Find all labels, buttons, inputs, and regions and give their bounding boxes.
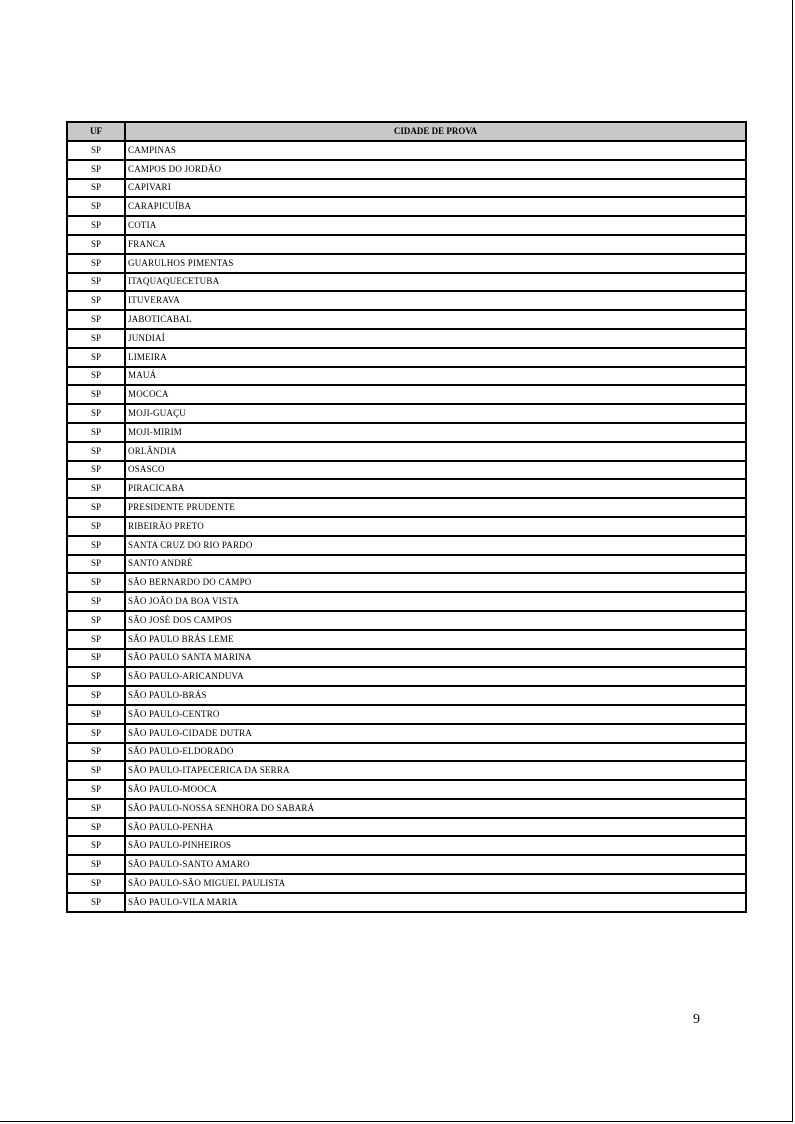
cell-uf: SP — [67, 273, 125, 292]
table-row — [67, 874, 746, 893]
cell-uf: SP — [67, 254, 125, 273]
cell-city: SANTA CRUZ DO RIO PARDO — [125, 536, 746, 555]
table-row — [67, 498, 746, 517]
cell-city: CAMPOS DO JORDÃO — [125, 160, 746, 179]
table-row — [67, 179, 746, 198]
cell-uf: SP — [67, 461, 125, 480]
cell-uf: SP — [67, 479, 125, 498]
cell-uf: SP — [67, 555, 125, 574]
table-row — [67, 160, 746, 179]
cell-uf: SP — [67, 348, 125, 367]
table-row — [67, 216, 746, 235]
table-row — [67, 310, 746, 329]
cell-uf: SP — [67, 291, 125, 310]
cell-uf: SP — [67, 630, 125, 649]
table-row — [67, 667, 746, 686]
cell-city: CAMPINAS — [125, 141, 746, 160]
table-row — [67, 385, 746, 404]
cell-city: MOCOCA — [125, 385, 746, 404]
table-header-row — [67, 122, 746, 141]
cell-uf: SP — [67, 573, 125, 592]
cell-city: SÃO PAULO-ELDORADO — [125, 743, 746, 762]
table-row — [67, 367, 746, 386]
table-row — [67, 855, 746, 874]
exam-cities-table — [66, 121, 747, 913]
table-row — [67, 649, 746, 668]
cell-city: SÃO PAULO-ARICANDUVA — [125, 667, 746, 686]
cell-uf: SP — [67, 141, 125, 160]
cell-city: SÃO PAULO-CENTRO — [125, 705, 746, 724]
table-row — [67, 442, 746, 461]
cell-uf: SP — [67, 649, 125, 668]
cell-city: JUNDIAÍ — [125, 329, 746, 348]
table-row — [67, 743, 746, 762]
cell-uf: SP — [67, 310, 125, 329]
cell-city: SÃO PAULO BRÁS LEME — [125, 630, 746, 649]
cell-uf: SP — [67, 686, 125, 705]
cell-uf: SP — [67, 893, 125, 912]
table-row — [67, 836, 746, 855]
cell-city: FRANCA — [125, 235, 746, 254]
table-row — [67, 761, 746, 780]
table-row — [67, 235, 746, 254]
cell-city: SÃO PAULO SANTA MARINA — [125, 649, 746, 668]
cell-uf: SP — [67, 818, 125, 837]
cell-uf: SP — [67, 235, 125, 254]
cell-city: SÃO PAULO-SÃO MIGUEL PAULISTA — [125, 874, 746, 893]
table-row — [67, 141, 746, 160]
cell-city: SÃO PAULO-NOSSA SENHORA DO SABARÁ — [125, 799, 746, 818]
cell-uf: SP — [67, 517, 125, 536]
cell-city: SÃO JOÃO DA BOA VISTA — [125, 592, 746, 611]
cell-city: SÃO PAULO-SANTO AMARO — [125, 855, 746, 874]
table-row — [67, 780, 746, 799]
cell-uf: SP — [67, 799, 125, 818]
cell-city: GUARULHOS PIMENTAS — [125, 254, 746, 273]
cell-uf: SP — [67, 611, 125, 630]
cell-uf: SP — [67, 423, 125, 442]
cell-uf: SP — [67, 592, 125, 611]
cell-uf: SP — [67, 536, 125, 555]
table-row — [67, 630, 746, 649]
cell-uf: SP — [67, 442, 125, 461]
cell-city: SÃO PAULO-PINHEIROS — [125, 836, 746, 855]
cell-uf: SP — [67, 780, 125, 799]
cell-uf: SP — [67, 216, 125, 235]
table-row — [67, 254, 746, 273]
cell-city: SÃO PAULO-BRÁS — [125, 686, 746, 705]
cell-uf: SP — [67, 667, 125, 686]
table-row — [67, 686, 746, 705]
cell-city: CAPIVARI — [125, 179, 746, 198]
cell-city: LIMEIRA — [125, 348, 746, 367]
table-row — [67, 818, 746, 837]
table-row — [67, 573, 746, 592]
table-row — [67, 197, 746, 216]
cell-uf: SP — [67, 367, 125, 386]
cell-city: SÃO BERNARDO DO CAMPO — [125, 573, 746, 592]
cell-uf: SP — [67, 724, 125, 743]
table-body — [67, 141, 746, 912]
cell-uf: SP — [67, 855, 125, 874]
cell-uf: SP — [67, 761, 125, 780]
cell-city: ORLÂNDIA — [125, 442, 746, 461]
cell-uf: SP — [67, 404, 125, 423]
table-row — [67, 705, 746, 724]
cell-city: PRESIDENTE PRUDENTE — [125, 498, 746, 517]
cell-city: MAUÁ — [125, 367, 746, 386]
cell-city: SÃO PAULO-CIDADE DUTRA — [125, 724, 746, 743]
page-number: 9 — [693, 1012, 700, 1027]
cell-city: COTIA — [125, 216, 746, 235]
cell-city: OSASCO — [125, 461, 746, 480]
table-row — [67, 329, 746, 348]
table-row — [67, 893, 746, 912]
cell-uf: SP — [67, 385, 125, 404]
cell-uf: SP — [67, 160, 125, 179]
table-row — [67, 291, 746, 310]
cell-city: MOJI-GUAÇU — [125, 404, 746, 423]
table-row — [67, 536, 746, 555]
cell-city: RIBEIRÃO PRETO — [125, 517, 746, 536]
table-row — [67, 592, 746, 611]
header-city: CIDADE DE PROVA — [125, 122, 746, 141]
table-row — [67, 479, 746, 498]
table-row — [67, 461, 746, 480]
cell-uf: SP — [67, 874, 125, 893]
cell-city: PIRACICABA — [125, 479, 746, 498]
cell-city: SÃO PAULO-MOOCA — [125, 780, 746, 799]
cell-city: SÃO PAULO-PENHA — [125, 818, 746, 837]
cell-city: SÃO JOSÉ DOS CAMPOS — [125, 611, 746, 630]
cell-city: JABOTICABAL — [125, 310, 746, 329]
cell-city: SÃO PAULO-ITAPECERICA DA SERRA — [125, 761, 746, 780]
cell-city: SANTO ANDRÉ — [125, 555, 746, 574]
table-row — [67, 517, 746, 536]
cell-uf: SP — [67, 705, 125, 724]
cell-uf: SP — [67, 498, 125, 517]
table-row — [67, 724, 746, 743]
table-row — [67, 799, 746, 818]
table-row — [67, 423, 746, 442]
table-row — [67, 555, 746, 574]
table-row — [67, 273, 746, 292]
cell-city: SÃO PAULO-VILA MARIA — [125, 893, 746, 912]
table-row — [67, 404, 746, 423]
header-uf: UF — [67, 122, 125, 141]
cell-uf: SP — [67, 179, 125, 198]
cell-city: ITUVERAVA — [125, 291, 746, 310]
table-row — [67, 348, 746, 367]
table-row — [67, 611, 746, 630]
cell-city: CARAPICUÍBA — [125, 197, 746, 216]
cell-uf: SP — [67, 197, 125, 216]
cell-city: MOJI-MIRIM — [125, 423, 746, 442]
cell-city: ITAQUAQUECETUBA — [125, 273, 746, 292]
cell-uf: SP — [67, 743, 125, 762]
cell-uf: SP — [67, 329, 125, 348]
cell-uf: SP — [67, 836, 125, 855]
